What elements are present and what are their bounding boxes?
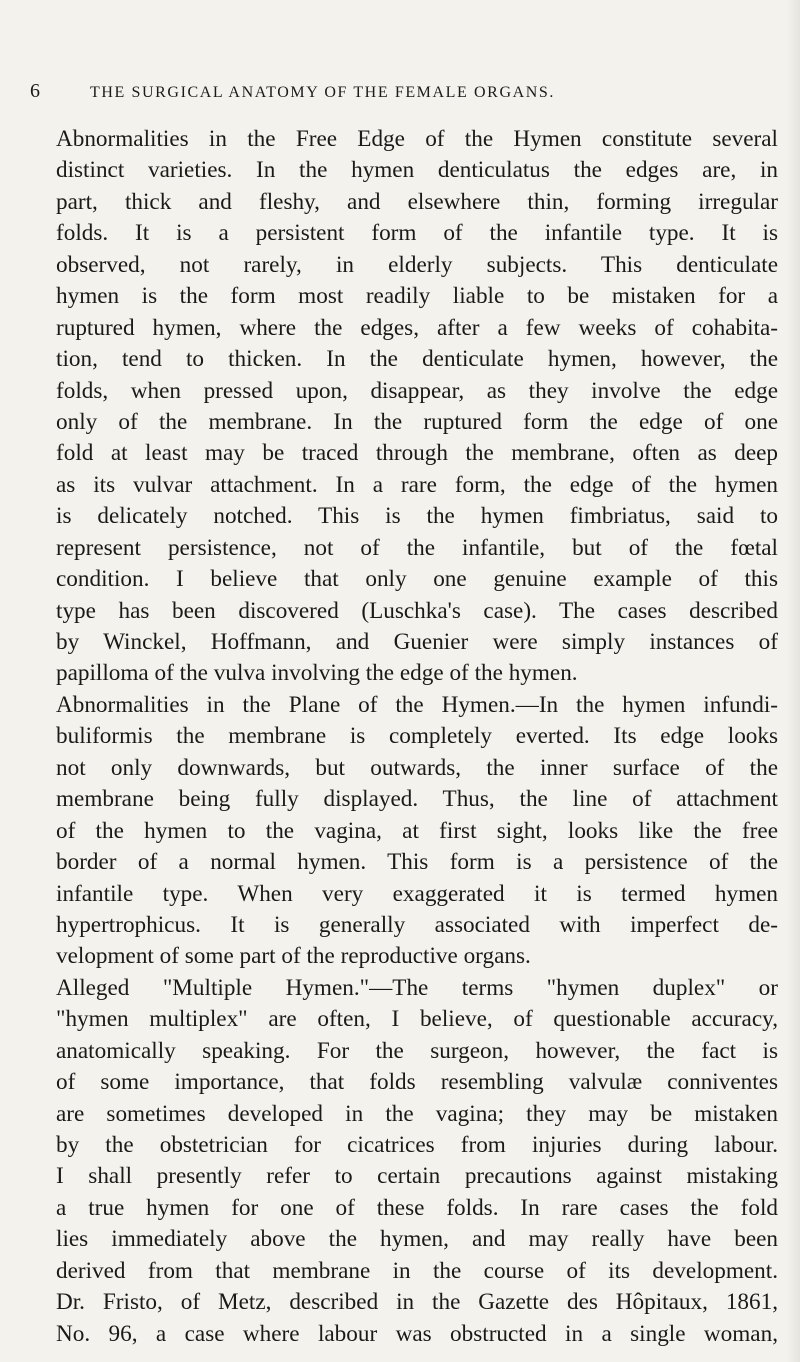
text-line: Dr. Fristo, of Metz, described in the Gazette des Hôpitaux, 1861,	[56, 1289, 778, 1316]
running-title: THE SURGICAL ANATOMY OF THE FEMALE ORGANS.	[90, 84, 556, 101]
text-line: observed, not rarely, in elderly subjects. This denticulate	[56, 251, 778, 278]
page-number: 6	[30, 80, 42, 102]
text-line: anatomically speaking. For the surgeon, however, the fact is	[56, 1037, 778, 1064]
text-line: a true hymen for one of these folds. In rare cases the fold	[56, 1194, 778, 1221]
page-header	[30, 80, 730, 103]
text-line: "hymen multiplex" are often, I believe, of questionable accuracy,	[56, 1006, 778, 1033]
text-line: as its vulvar attachment. In a rare form, the edge of the hymen	[56, 471, 778, 498]
text-line: tion, tend to thicken. In the denticulate hymen, however, the	[56, 346, 778, 373]
text-line: by the obstetrician for cicatrices from injuries during labour.	[56, 1132, 778, 1158]
text-line: is delicately notched. This is the hymen fimbriatus, said to	[56, 503, 778, 530]
text-line: velopment of some part of the reproductive organs.	[56, 943, 531, 970]
text-line: hypertrophicus. It is generally associated with imperfect de-	[56, 911, 778, 938]
text-line: Abnormalities in the Free Edge of the Hymen constitute several	[56, 126, 778, 152]
text-line: by Winckel, Hoffmann, and Guenier were simply instances of	[56, 629, 778, 655]
text-line: condition. I believe that only one genuine example of this	[56, 566, 778, 593]
text-line: I shall presently refer to certain precautions against mistaking	[56, 1163, 778, 1190]
text-line: border of a normal hymen. This form is a persistence of the	[56, 849, 778, 876]
text-line: of the hymen to the vagina, at first sight, looks like the free	[56, 817, 778, 844]
text-line: folds. It is a persistent form of the infantile type. It is	[56, 220, 778, 247]
text-line: folds, when pressed upon, disappear, as they involve the edge	[56, 377, 778, 404]
text-line: of some importance, that folds resembling valvulæ conniventes	[56, 1069, 778, 1096]
text-line: infantile type. When very exaggerated it is termed hymen	[56, 880, 778, 907]
text-line: membrane being fully displayed. Thus, the line of attachment	[56, 786, 778, 813]
text-line: hymen is the form most readily liable to be mistaken for a	[56, 283, 778, 310]
text-line: only of the membrane. In the ruptured form the edge of one	[56, 408, 778, 435]
text-line: not only downwards, but outwards, the inner surface of the	[56, 754, 778, 781]
page-edge-shade	[786, 0, 800, 1362]
body-text	[56, 124, 778, 1350]
text-line: papilloma of the vulva involving the edge of the hymen.	[56, 660, 578, 687]
text-line: lies immediately above the hymen, and may really have been	[56, 1226, 778, 1253]
text-line: ruptured hymen, where the edges, after a few weeks of cohabita-	[56, 314, 778, 341]
text-line: represent persistence, not of the infantile, but of the fœtal	[56, 534, 778, 561]
text-line: are sometimes developed in the vagina; they may be mistaken	[56, 1100, 778, 1127]
text-line: distinct varieties. In the hymen denticulatus the edges are, in	[56, 157, 778, 184]
text-line: fold at least may be traced through the membrane, often as deep	[56, 440, 778, 467]
text-line: Alleged "Multiple Hymen."—The terms "hymen duplex" or	[56, 974, 778, 1001]
text-line: Abnormalities in the Plane of the Hymen.—In the hymen infundi-	[56, 691, 778, 718]
text-line: No. 96, a case where labour was obstructed in a single woman,	[56, 1320, 778, 1347]
text-line: part, thick and fleshy, and elsewhere thin, forming irregular	[56, 188, 778, 215]
text-line: derived from that membrane in the course of its development.	[56, 1257, 778, 1284]
text-line: buliformis the membrane is completely everted. Its edge looks	[56, 723, 778, 750]
text-line: type has been discovered (Luschka's case). The cases described	[56, 597, 778, 624]
